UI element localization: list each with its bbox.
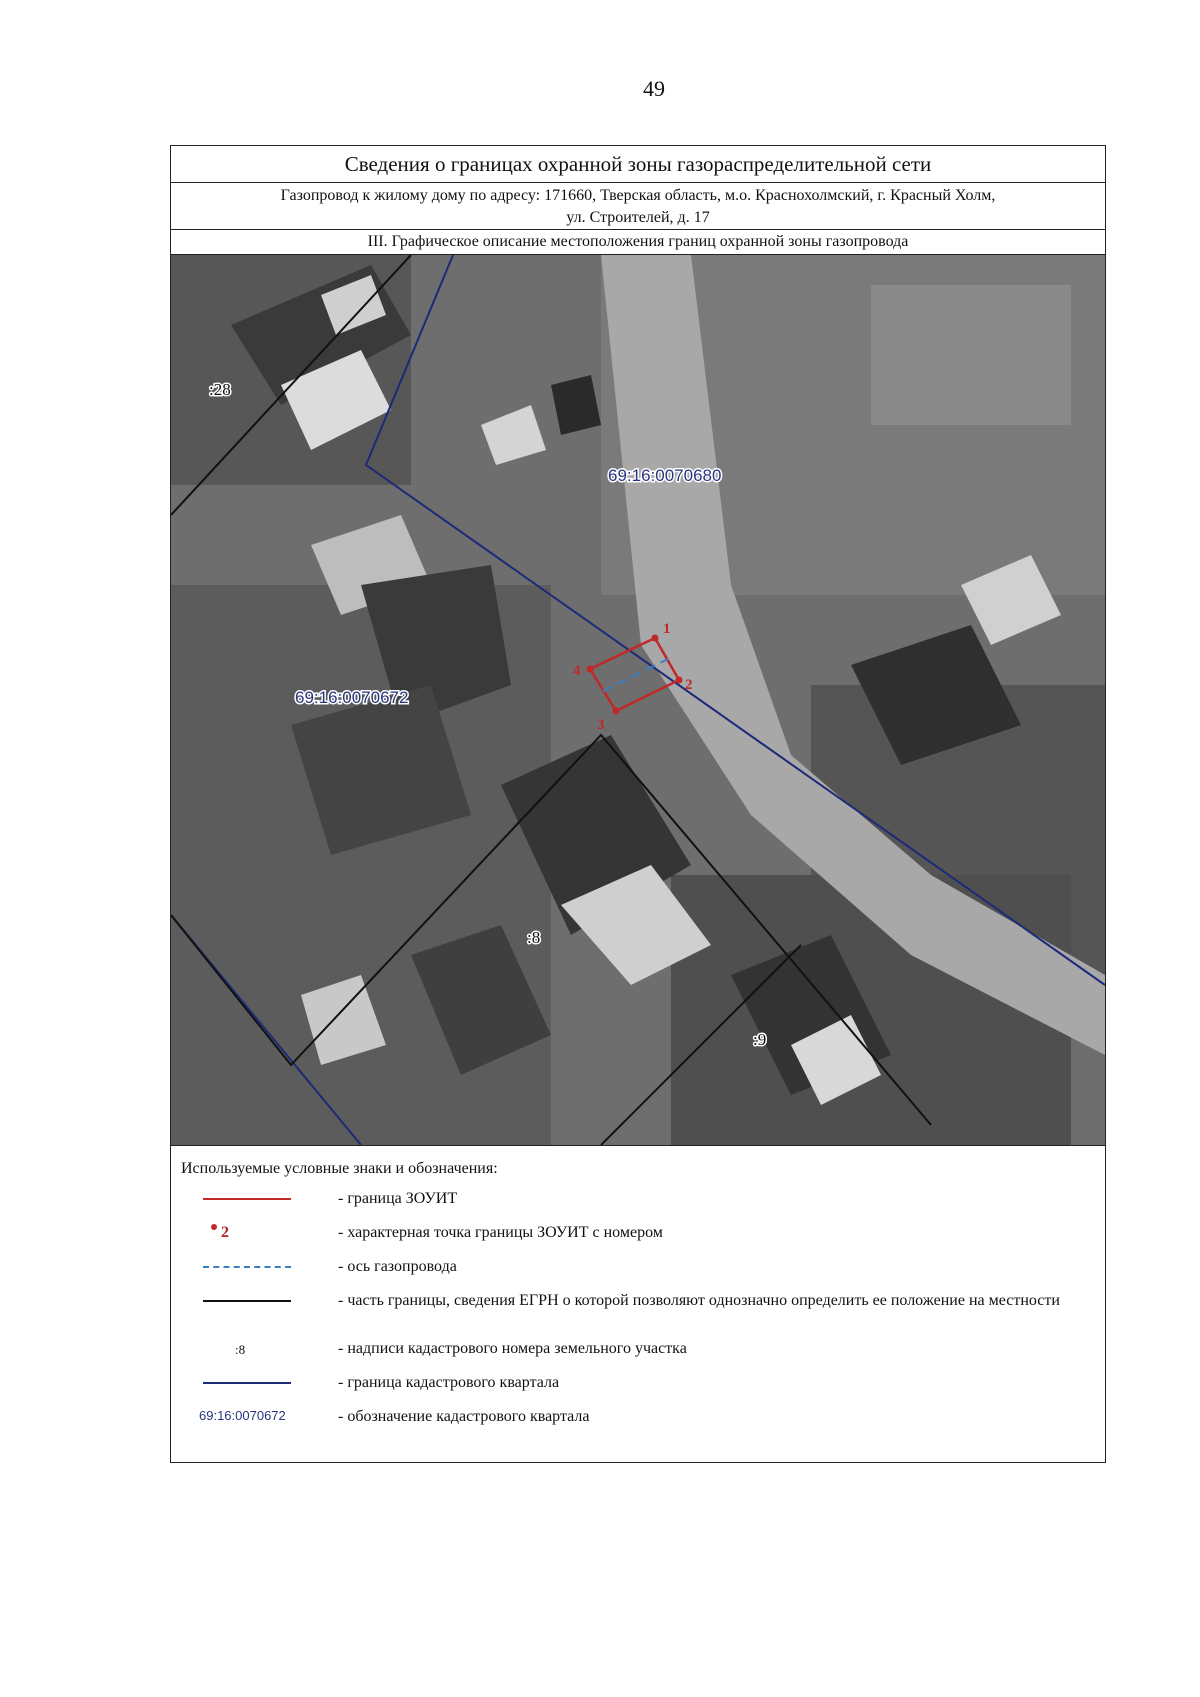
page-number: 49 <box>643 76 665 101</box>
legend-text: - ось газопровода <box>338 1258 457 1275</box>
zone-point-3-label: 3 <box>597 717 605 733</box>
quarter-label-0070672: 69:16:0070672 <box>295 688 409 707</box>
parcel-label-icon <box>191 1338 301 1362</box>
document-frame <box>170 145 1106 1463</box>
zone-point-1-label: 1 <box>663 621 671 637</box>
legend-point-number: 2 <box>221 1224 229 1241</box>
legend-item-zone-point <box>181 1222 1095 1252</box>
legend-parcel-label-sample: :8 <box>235 1342 246 1357</box>
zone-point-2-marker <box>676 677 683 684</box>
legend-item-egrn-boundary <box>181 1290 1095 1334</box>
navy-line-icon <box>191 1372 301 1396</box>
zone-point-1-marker <box>652 635 659 642</box>
black-line-icon <box>191 1290 301 1314</box>
parcel-label-28: :28 <box>209 380 231 399</box>
quarter-label-icon <box>191 1406 301 1430</box>
legend-title: Используемые условные знаки и обозначения: <box>181 1160 498 1177</box>
legend-item-quarter-label <box>181 1406 1095 1436</box>
legend-item-parcel-label <box>181 1338 1095 1368</box>
parcel-label-8: :8 <box>527 928 541 947</box>
legend-text: - надписи кадастрового номера земельного участка <box>338 1340 687 1357</box>
parcel-label-9: :9 <box>753 1030 767 1049</box>
object-description-line-2: ул. Строителей, д. 17 <box>566 209 710 226</box>
document-title: Сведения о границах охранной зоны газораспределительной сети <box>171 146 1105 183</box>
aerial-map <box>171 255 1105 1145</box>
red-line-icon <box>191 1188 301 1212</box>
zone-point-2-label: 2 <box>685 677 693 693</box>
section-heading: III. Графическое описание местоположения границ охранной зоны газопровода <box>171 230 1105 255</box>
legend-item-zone-boundary <box>181 1188 1095 1218</box>
zone-point-4-label: 4 <box>573 663 581 679</box>
legend-text: - обозначение кадастрового квартала <box>338 1408 590 1425</box>
object-description-line-1: Газопровод к жилому дому по адресу: 171660, Тверская область, м.о. Краснохолмский, г. Красный Холм, <box>280 187 996 204</box>
legend <box>171 1146 1105 1436</box>
zone-point-3-marker <box>613 708 620 715</box>
legend-text: - часть границы, сведения ЕГРН о которой позволяют однозначно определить ее положение на местности <box>338 1292 1060 1309</box>
legend-item-quarter-boundary <box>181 1372 1095 1402</box>
map-area[interactable] <box>171 255 1105 1146</box>
legend-text: - характерная точка границы ЗОУИТ с номером <box>338 1224 663 1241</box>
legend-quarter-label-sample: 69:16:0070672 <box>199 1408 286 1423</box>
object-description <box>171 183 1105 230</box>
legend-item-gas-axis <box>181 1256 1095 1286</box>
zone-point-4-marker <box>587 666 594 673</box>
blue-dashed-line-icon <box>191 1256 301 1280</box>
red-point-icon <box>191 1222 301 1246</box>
legend-text: - граница ЗОУИТ <box>338 1190 458 1207</box>
quarter-label-0070680: 69:16:0070680 <box>608 466 722 485</box>
legend-text: - граница кадастрового квартала <box>338 1374 560 1391</box>
